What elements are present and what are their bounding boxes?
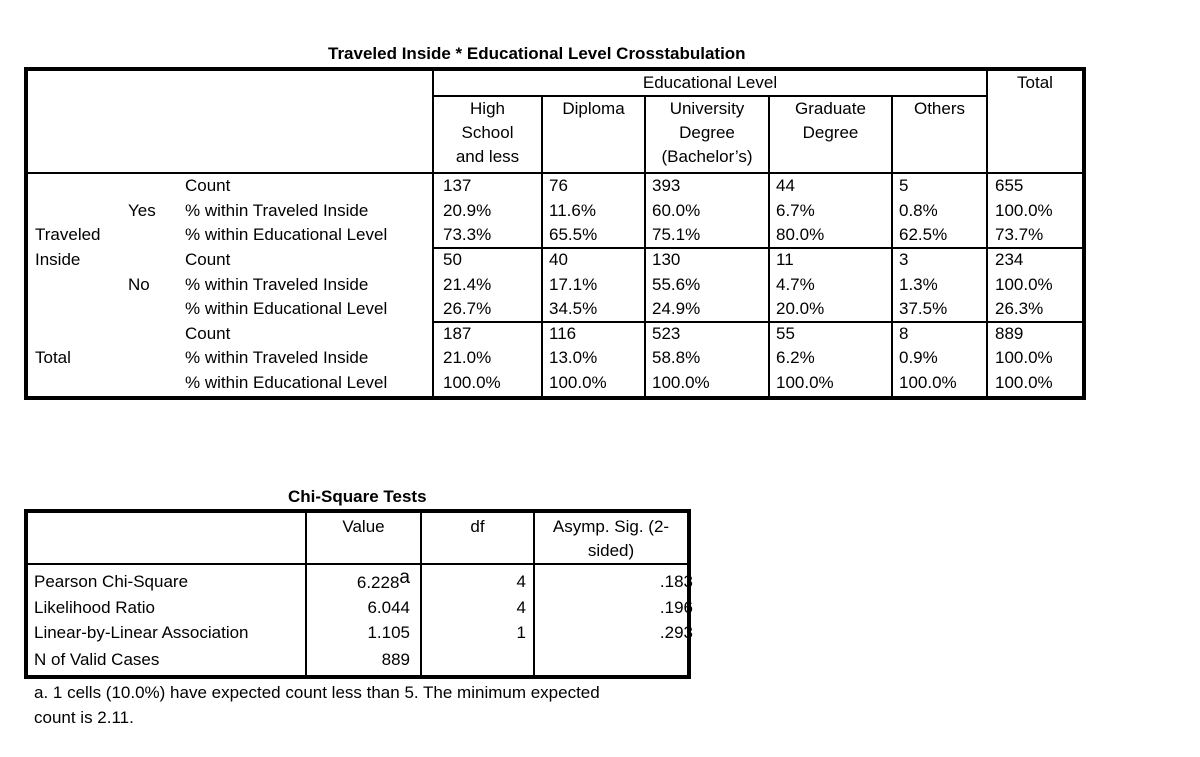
table-cell: 26.3%	[995, 299, 1044, 318]
table-cell: 13.0%	[549, 348, 598, 367]
table-cell: 6.2%	[776, 348, 815, 367]
crosstab-total-divider	[986, 71, 988, 396]
table-cell: 100.0%	[995, 275, 1053, 294]
table-cell: 55	[776, 324, 795, 343]
group-label-no: No	[128, 275, 150, 294]
stat-label: % within Educational Level	[185, 225, 388, 244]
table-cell: 8	[899, 324, 909, 343]
table-cell: 62.5%	[899, 225, 948, 244]
col-header-others: Others	[913, 99, 966, 118]
table-cell: 0.8%	[899, 201, 938, 220]
chisq-sig: .183	[659, 572, 693, 591]
chisq-value-number: 889	[381, 650, 410, 669]
chisq-row-label: N of Valid Cases	[34, 650, 160, 669]
chisq-df: 4	[516, 572, 526, 591]
table-cell: 73.3%	[443, 225, 492, 244]
table-cell: 393	[652, 176, 681, 195]
footnote-marker: a	[399, 567, 410, 588]
chisq-df: 1	[516, 623, 526, 642]
table-cell: 40	[549, 250, 568, 269]
chisq-value	[307, 598, 410, 618]
table-cell: 100.0%	[443, 373, 501, 392]
group-header: Educational Level	[642, 73, 778, 92]
table-cell: 34.5%	[549, 299, 598, 318]
stat-label: % within Educational Level	[185, 299, 388, 318]
chisq-title: Chi-Square Tests	[288, 487, 427, 506]
chisq-row-label: Likelihood Ratio	[34, 598, 155, 617]
table-cell: 130	[652, 250, 681, 269]
table-cell: 100.0%	[995, 348, 1053, 367]
chisq-value-number: 1.105	[367, 623, 410, 642]
table-cell: 100.0%	[995, 201, 1053, 220]
table-cell: 100.0%	[995, 373, 1053, 392]
table-cell: 523	[652, 324, 681, 343]
chisq-value	[307, 567, 410, 594]
table-cell: 3	[899, 250, 909, 269]
chisq-footnote: a. 1 cells (10.0%) have expected count less than 5. The minimum expected count is 2.11.	[34, 683, 600, 727]
col-header-diploma: Diploma	[562, 99, 625, 118]
chisq-row-label: Pearson Chi-Square	[34, 572, 189, 591]
table-cell: 187	[443, 324, 472, 343]
col-header-graduate: Graduate Degree	[795, 99, 866, 142]
chisq-header-sig: Asymp. Sig. (2- sided)	[552, 517, 670, 560]
chisq-header-value: Value	[342, 517, 385, 536]
table-cell: 58.8%	[652, 348, 701, 367]
table-cell: 6.7%	[776, 201, 815, 220]
chisq-value-number: 6.044	[367, 598, 410, 617]
group-label-total: Total	[35, 348, 71, 367]
table-cell: 100.0%	[549, 373, 607, 392]
group-label-yes: Yes	[128, 201, 156, 220]
table-cell: 889	[995, 324, 1024, 343]
table-cell: 4.7%	[776, 275, 815, 294]
col-divider	[891, 95, 893, 396]
col-divider	[420, 513, 422, 675]
table-cell: 0.9%	[899, 348, 938, 367]
row-variable-label: Traveled	[35, 225, 101, 244]
crosstab-body-rule	[28, 172, 1082, 174]
stat-label: % within Traveled Inside	[185, 201, 369, 220]
table-cell: 76	[549, 176, 568, 195]
table-cell: 37.5%	[899, 299, 948, 318]
table-cell: 73.7%	[995, 225, 1044, 244]
table-cell: 11	[776, 250, 794, 269]
table-cell: 17.1%	[549, 275, 598, 294]
table-cell: 65.5%	[549, 225, 598, 244]
table-cell: 44	[776, 176, 795, 195]
crosstab-title: Traveled Inside * Educational Level Crosstabulation	[328, 44, 746, 63]
table-cell: 50	[443, 250, 462, 269]
stat-label: Count	[185, 250, 231, 269]
chisq-header-df: df	[470, 517, 485, 536]
row-variable-label: Inside	[35, 250, 81, 269]
table-cell: 80.0%	[776, 225, 825, 244]
table-cell: 55.6%	[652, 275, 701, 294]
chisq-value	[307, 623, 410, 643]
col-header-high-school: High School and less	[455, 99, 520, 166]
chisq-header-rule	[28, 563, 687, 565]
table-cell: 100.0%	[899, 373, 957, 392]
table-cell: 1.3%	[899, 275, 938, 294]
chisq-row-label: Linear-by-Linear Association	[34, 623, 249, 642]
stat-label: Count	[185, 324, 231, 343]
total-header: Total	[1017, 73, 1053, 92]
chisq-value	[307, 650, 410, 670]
table-cell: 20.9%	[443, 201, 492, 220]
table-cell: 116	[549, 324, 577, 343]
table-cell: 75.1%	[652, 225, 701, 244]
stat-label: % within Traveled Inside	[185, 348, 369, 367]
col-header-university: University Degree (Bachelor’s)	[661, 99, 753, 166]
table-cell: 21.0%	[443, 348, 492, 367]
col-divider	[541, 95, 543, 396]
table-cell: 60.0%	[652, 201, 701, 220]
chisq-sig: .196	[659, 598, 693, 617]
table-cell: 655	[995, 176, 1024, 195]
chisq-value-number: 6.228	[356, 573, 400, 592]
chisq-df: 4	[516, 598, 526, 617]
table-cell: 137	[443, 176, 472, 195]
table-cell: 26.7%	[443, 299, 492, 318]
table-cell: 5	[899, 176, 909, 195]
table-cell: 100.0%	[776, 373, 834, 392]
table-cell: 100.0%	[652, 373, 710, 392]
table-cell: 24.9%	[652, 299, 701, 318]
chisq-sig: .293	[659, 623, 693, 642]
crosstab-yes-no-rule	[432, 247, 1082, 249]
table-cell: 234	[995, 250, 1024, 269]
table-cell: 21.4%	[443, 275, 492, 294]
table-cell: 20.0%	[776, 299, 825, 318]
stat-label: % within Educational Level	[185, 373, 388, 392]
stat-label: Count	[185, 176, 231, 195]
table-cell: 11.6%	[549, 201, 596, 220]
crosstab-no-total-rule	[432, 321, 1082, 323]
stat-label: % within Traveled Inside	[185, 275, 369, 294]
